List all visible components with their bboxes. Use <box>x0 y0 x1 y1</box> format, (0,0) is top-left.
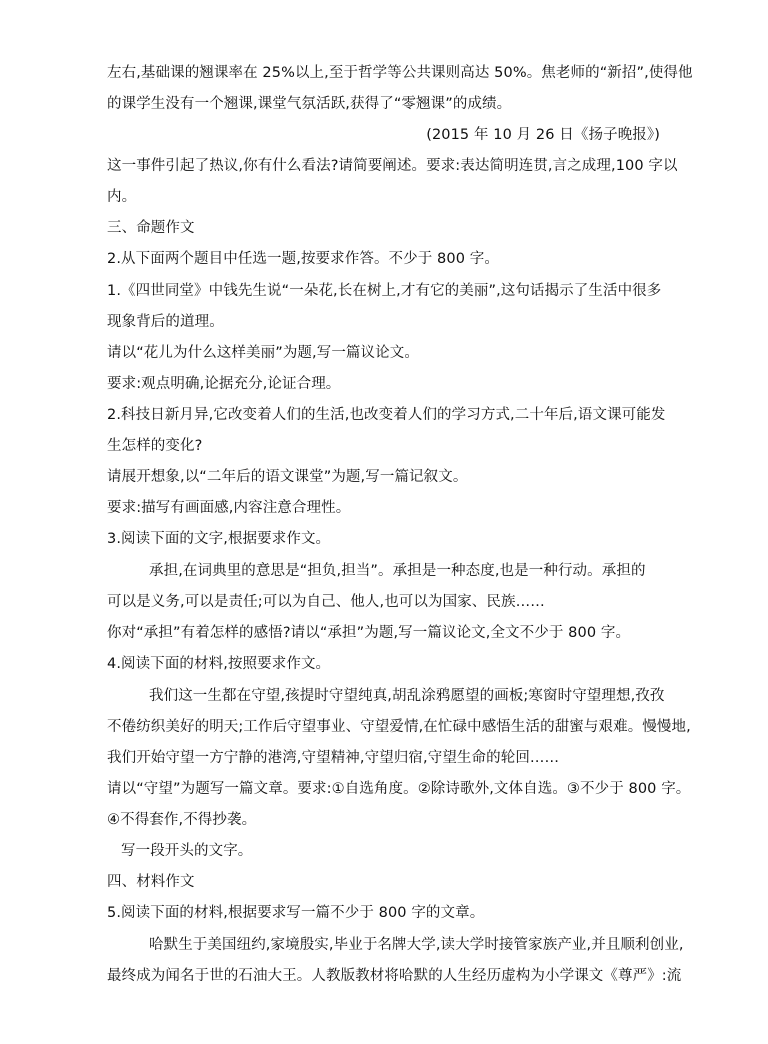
text-line-30: 最终成为闻名于世的石油大王。人教版教材将哈默的人生经历虚构为小学课文《尊严》:流 <box>107 968 682 984</box>
text-line-1: 左右,基础课的翘课率在 25%以上,至于哲学等公共课则高达 50%。焦老师的“新招”,使得他 <box>107 65 693 81</box>
question-5-intro: 5.阅读下面的材料,根据要求写一篇不少于 800 字的文章。 <box>107 905 485 921</box>
text-line-15: 要求:描写有画面感,内容注意合理性。 <box>107 500 351 516</box>
text-line-22: 不倦纺织美好的明天;工作后守望事业、守望爱情,在忙碌中感悟生活的甜蜜与艰难。慢慢地, <box>107 719 691 735</box>
text-line-5: 内。 <box>107 189 137 205</box>
source-citation: (2015 年 10 月 26 日《扬子晚报》) <box>426 127 660 143</box>
text-line-25: ④不得套作,不得抄袭。 <box>107 812 257 828</box>
text-line-23: 我们开始守望一方宁静的港湾,守望精神,守望归宿,守望生命的轮回…… <box>107 750 560 766</box>
text-line-14: 请展开想象,以“二年后的语文课堂”为题,写一篇记叙文。 <box>107 469 468 485</box>
text-line-19: 你对“承担”有着怎样的感悟?请以“承担”为题,写一篇议论文,全文不少于 800 字。 <box>107 625 631 641</box>
section-heading-3: 三、命题作文 <box>107 220 195 236</box>
text-line-24: 请以“守望”为题写一篇文章。要求:①自选角度。②除诗歌外,文体自选。③不少于 800 字。 <box>107 781 691 797</box>
text-line-29: 哈默生于美国纽约,家境殷实,毕业于名牌大学,读大学时接管家族产业,并且顺利创业, <box>149 937 684 953</box>
question-3-intro: 3.阅读下面的文字,根据要求作文。 <box>107 531 331 547</box>
text-line-17: 承担,在词典里的意思是“担负,担当”。承担是一种态度,也是一种行动。承担的 <box>149 563 646 579</box>
text-line-12: 2.科技日新月异,它改变着人们的生活,也改变着人们的学习方式,二十年后,语文课可能发 <box>107 407 666 423</box>
text-line-18: 可以是义务,可以是责任;可以为自己、他人,也可以为国家、民族…… <box>107 594 545 610</box>
text-line-4: 这一事件引起了热议,你有什么看法?请简要阐述。要求:表达简明连贯,言之成理,100 字以 <box>107 158 678 174</box>
text-line-26: 写一段开头的文字。 <box>121 843 253 859</box>
question-2-intro: 2.从下面两个题目中任选一题,按要求作答。不少于 800 字。 <box>107 251 499 267</box>
text-line-9: 现象背后的道理。 <box>107 314 224 330</box>
text-line-21: 我们这一生都在守望,孩提时守望纯真,胡乱涂鸦愿望的画板;寒窗时守望理想,孜孜 <box>149 688 665 704</box>
section-heading-4: 四、材料作文 <box>107 874 195 890</box>
question-4-intro: 4.阅读下面的材料,按照要求作文。 <box>107 656 331 672</box>
text-line-8: 1.《四世同堂》中钱先生说“一朵花,长在树上,才有它的美丽”,这句话揭示了生活中很多 <box>107 283 662 299</box>
text-line-11: 要求:观点明确,论据充分,论证合理。 <box>107 376 341 392</box>
text-line-10: 请以“花儿为什么这样美丽”为题,写一篇议论文。 <box>107 345 419 361</box>
text-line-13: 生怎样的变化? <box>107 438 203 454</box>
text-line-2: 的课学生没有一个翘课,课堂气氛活跃,获得了“零翘课”的成绩。 <box>107 96 512 112</box>
